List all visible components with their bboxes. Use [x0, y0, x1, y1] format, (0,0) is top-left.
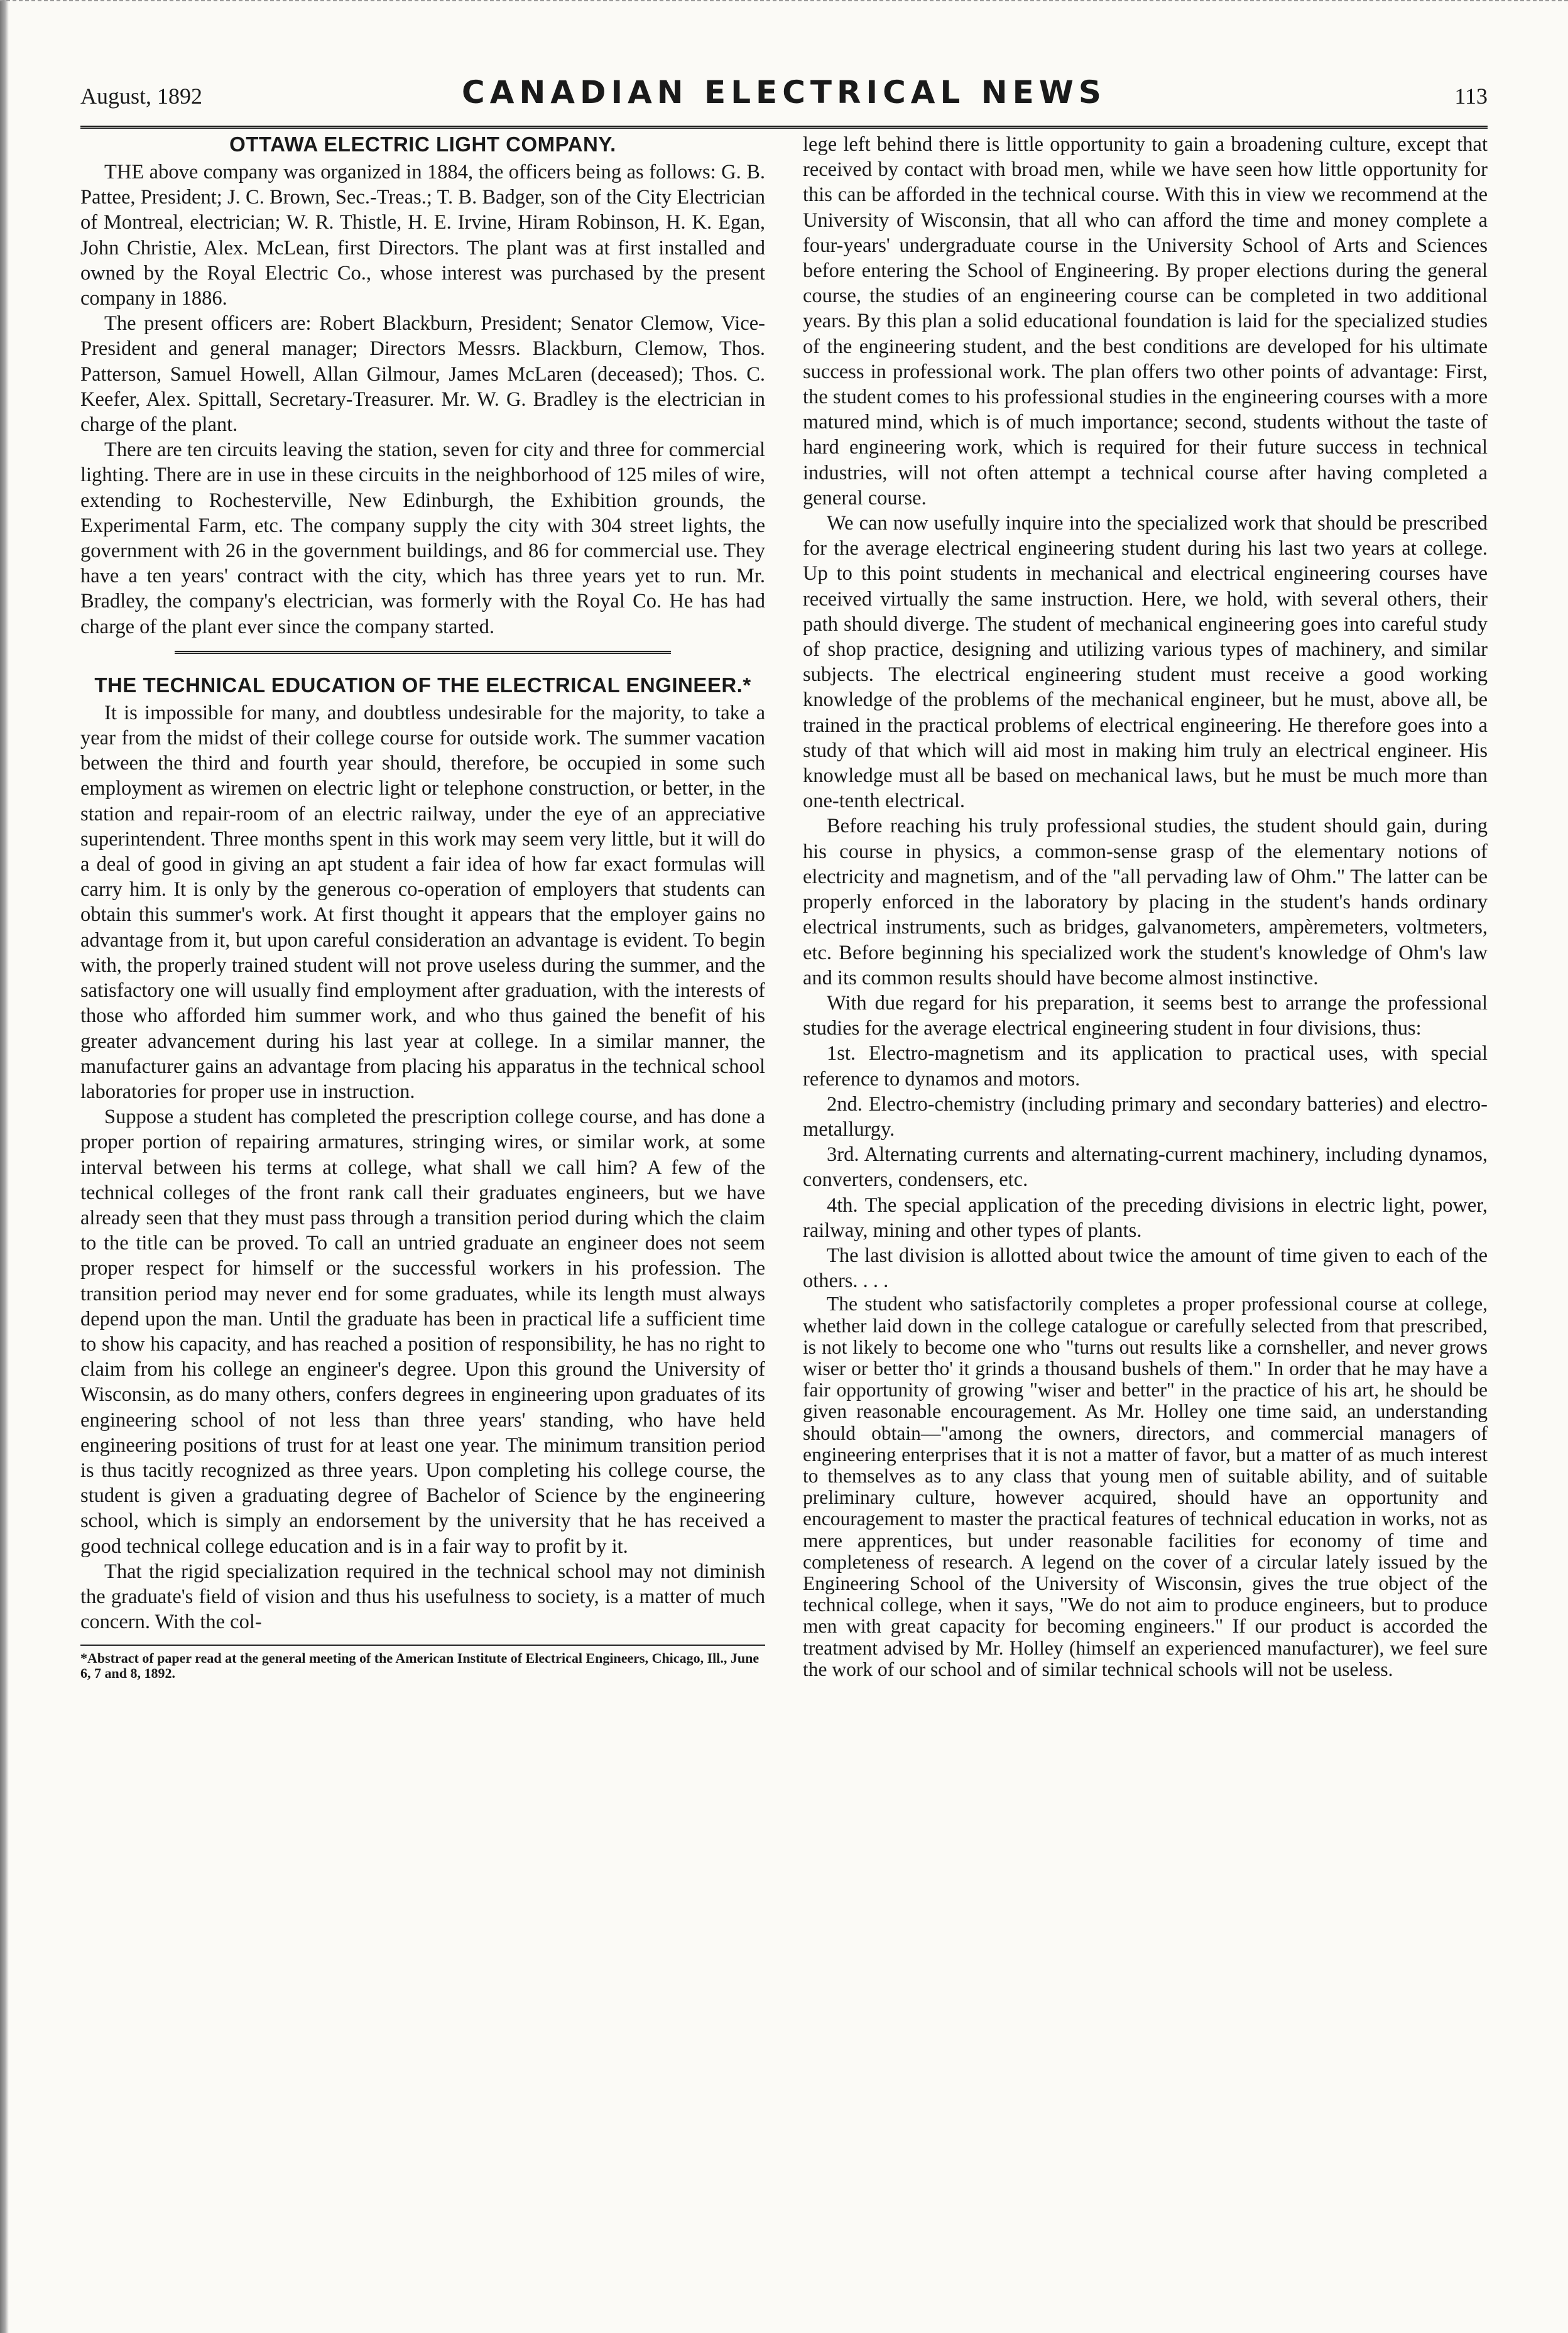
article-paragraph: We can now usefully inquire into the specialized work that should be prescribed for the average electrical engineering student during his last two years at college. Up to this point students in mechanical and electrical engineering courses have received virtually the same instruction. Here, we hold, with several others, their path should diverge. The student of mechanical engineering goes into careful study of shop practice, designing and utilizing various types of machinery, and similar subjects. The electrical engineering student must receive a good working knowledge of the problems of the mechanical engineer, but he must, above all, be trained in the practical problems of electrical engineering. He therefore goes into a study of that which will aid most in making him truly an electrical engineer. His knowledge must all be based on mechanical laws, but he must be much more than one-tenth electrical. — [803, 512, 1488, 813]
footnote: *Abstract of paper read at the general meeting of the American Institute of Electrical Engineers, Chicago, Ill., June 6, 7 and 8, 1892. — [80, 1650, 760, 1682]
issue-date: August, 1892 — [80, 84, 203, 109]
article-title-technical-education: THE TECHNICAL EDUCATION OF THE ELECTRICAL ENGINEER.* — [94, 673, 751, 697]
article-paragraph: Suppose a student has completed the prescription college course, and has done a proper portion of repairing armatures, stringing wires, or similar work, at some interval between his terms at college, what shall we call him? A few of the technical colleges of the front rank call their graduates engineers, but we have already seen that they must pass through a transition period during which the claim to the title can be proved. To call an untried graduate an engineer does not seem proper respect for himself or the successful workers in his profession. The transition period may never end for some graduates, while its length must always depend upon the man. Until the graduate has been in practical life a sufficient time to show his capacity, and has reached a position of responsibility, he has no right to claim from his college an engineer's degree. Upon this ground the University of Wisconsin, as do many others, confers degrees in engineering upon graduates of its engineering school of not less than three years' standing, who have held engineering positions of trust for at least one year. The minimum transition period is thus tacitly recognized as three years. Upon completing his college course, the student is given a graduating degree of Bachelor of Science by the engineering school, which is simply an endorsement by the university that he has received a good technical college education and is in a fair way to profit by it. — [80, 1106, 765, 1558]
page-number: 113 — [1454, 84, 1488, 109]
article-paragraph: It is impossible for many, and doubtless undesirable for the majority, to take a year from the midst of their college course for outside work. The summer vacation between the third and fourth year should, therefore, be occupied in some such employment as wiremen on electric light or telephone construction, or better, in the station and repair-room of an electric railway, under the eye of an appreciative superintendent. Three months spent in this work may seem very little, but it will do a deal of good in giving an apt student a fair idea of how far exact formulas will carry him. It is only by the generous co-operation of employers that students can obtain this summer's work. At first thought it appears that the employer gains no advantage from it, but upon careful consideration an advantage is evident. To begin with, the properly trained student will not prove useless during the summer, and the satisfactory one will usually find employment after graduation, with the interests of those who afforded him summer work, and who thus gained the benefit of his greater advancement during his last year at college. In a similar manner, the manufacturer gains an advantage from placing his apparatus in the technical school laboratories for proper use in instruction. — [80, 701, 765, 1103]
article-paragraph: That the rigid specialization required in the technical school may not diminish the graduate's field of vision and thus his usefulness to society, is a matter of much concern. With the col- — [80, 1560, 765, 1634]
article-title-ottawa: OTTAWA ELECTRIC LIGHT COMPANY. — [229, 133, 616, 156]
right-column — [803, 132, 1488, 1680]
top-edge-rule — [0, 0, 1568, 5]
header-rule — [80, 126, 1488, 129]
footnote-rule — [80, 1645, 765, 1646]
article-paragraph: THE above company was organized in 1884, the officers being as follows: G. B. Pattee, President; J. C. Brown, Sec.-Treas.; T. B. Badger, son of the City Electrician of Montreal, electrician; W. R. Thistle, H. E. Irvine, Hiram Robinson, H. K. Egan, John Christie, Alex. McLean, first Directors. The plant was at first installed and owned by the Royal Electric Co., whose interest was purchased by the present company in 1886. — [80, 161, 765, 310]
page-binding-edge — [0, 0, 9, 2333]
article-paragraph: The present officers are: Robert Blackburn, President; Senator Clemow, Vice-President and general manager; Directors Messrs. Blackburn, Clemow, Thos. Patterson, Samuel Howell, Allan Gilmour, James McLaren (deceased); Thos. C. Keefer, Alex. Spittall, Secretary-Treasurer. Mr. W. G. Bradley is the electrician in charge of the plant. — [80, 312, 765, 437]
article-paragraph: Before reaching his truly professional studies, the student should gain, during his course in physics, a common-sense grasp of the elementary notions of electricity and magnetism, and of the "all pervading law of Ohm." The latter can be properly enforced in the laboratory by placing in the student's hands ordinary electrical instruments, such as bridges, galvanometers, ampèremeters, voltmeters, etc. Before beginning his specialized work the student's knowledge of Ohm's law and its common results should have become almost instinctive. — [803, 815, 1488, 989]
article-paragraph: The student who satisfactorily completes a proper professional course at college, whether laid down in the college catalogue or carefully selected from that prescribed, is not likely to become one who "turns out results like a cornsheller, and never grows wiser or better tho' it grinds a thousand bushels of them." In order that he may have a fair opportunity of growing "wiser and better" in the practice of his art, he should be given reasonable encouragement. As Mr. Holley one time said, an understanding should obtain—"among the owners, directors, and commercial managers of engineering enterprises that it is not a matter of favor, but a matter of as much interest to themselves as to any class that young men of suitable ability, and of suitable preliminary culture, however acquired, should have an opportunity and encouragement to master the practical features of technical education in works, not as mere apprentices, but under reasonable facilities for economy of time and completeness of research. A legend on the cover of a circular lately issued by the Engineering School of the University of Wisconsin, gives the true object of the technical college, when it says, "We do not aim to produce engineers, but to produce men with great capacity for becoming engineers." If our product is accorded the treatment advised by Mr. Holley (himself an experienced manufacturer), we feel sure the work of our school and of similar technical schools will not be useless. — [803, 1293, 1488, 1680]
list-item-division-3: 3rd. Alternating currents and alternating-current machinery, including dynamos, converters, condensers, etc. — [803, 1143, 1488, 1192]
publication-title: CANADIAN ELECTRICAL NEWS — [462, 74, 1106, 111]
list-item-division-1: 1st. Electro-magnetism and its application to practical uses, with special reference to dynamos and motors. — [803, 1042, 1488, 1090]
article-paragraph: The last division is allotted about twice the amount of time given to each of the others. . . . — [803, 1244, 1488, 1293]
article-paragraph: There are ten circuits leaving the station, seven for city and three for commercial lighting. There are in use in these circuits in the neighborhood of 125 miles of wire, extending to Rochesterville, New Edinburgh, the Exhibition grounds, the Experimental Farm, etc. The company supply the city with 304 street lights, the government with 26 in the government buildings, and 86 for commercial use. They have a ten years' contract with the city, which has three years yet to run. Mr. Bradley, the company's electrician, was formerly with the Royal Co. He has had charge of the plant ever since the company started. — [80, 438, 765, 638]
page-header — [80, 74, 1488, 118]
left-column — [80, 132, 765, 1681]
list-item-division-4: 4th. The special application of the preceding divisions in electric light, power, railway, mining and other types of plants. — [803, 1194, 1488, 1242]
article-paragraph: lege left behind there is little opportunity to gain a broadening culture, except that received by contact with broad men, while we have seen how little opportunity for this can be afforded in the technical course. With this in view we recommend at the University of Wisconsin, that all who can afford the time and money complete a four-years' undergraduate course in the University School of Arts and Sciences before entering the School of Engineering. By proper elections during the general course, the studies of an engineering course can be completed in two additional years. By this plan a solid educational foundation is laid for the specialized studies of the engineering student, and the best conditions are developed for his ultimate success in professional work. The plan offers two other points of advantage: First, the student comes to his professional studies in the engineering courses with a more matured mind, which is of much importance; second, students without the taste of hard engineering work, which is required for their future success in technical industries, will not often attempt a technical course after having completed a general course. — [803, 133, 1488, 509]
article-paragraph: With due regard for his preparation, it seems best to arrange the professional studies for the average electrical engineering student in four divisions, thus: — [803, 991, 1488, 1040]
section-divider — [175, 651, 671, 656]
list-item-division-2: 2nd. Electro-chemistry (including primary and secondary batteries) and electro-metallurgy. — [803, 1092, 1488, 1141]
